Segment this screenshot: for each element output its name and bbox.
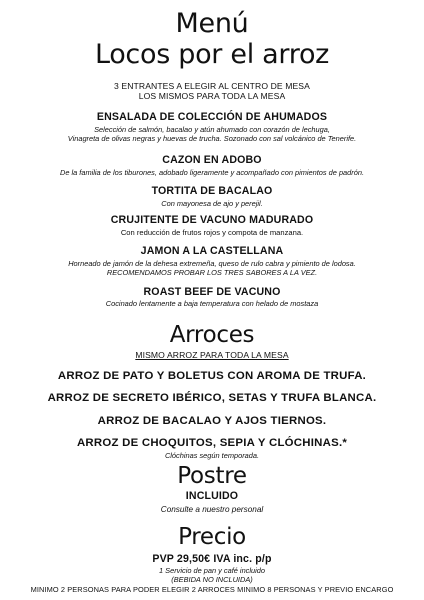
starter-name: ENSALADA DE COLECCIÓN DE AHUMADOS [96,111,328,123]
rice-item: ARROZ DE CHOQUITOS, SEPIA Y CLÓCHINAS.* [76,437,348,449]
menu-subtitle: Locos por el arroz [94,39,330,70]
starter-description: Vinagreta de olivas negras y huevas de trucha. Sozonado con sal volcánico de Tenerife. [67,134,357,143]
drinks-note: (BEBIDA NO INCLUIDA) [171,575,253,584]
starters-instruction: 3 ENTRANTES A ELEGIR AL CENTRO DE MESA [114,81,310,91]
rice-item: ARROZ DE PATO Y BOLETUS CON AROMA DE TRUFA. [57,370,367,382]
postre-title: Postre [177,463,247,489]
arroces-title: Arroces [169,322,255,348]
arroces-note: MISMO ARROZ PARA TODA LA MESA [135,350,289,360]
starters-note: LOS MISMOS PARA TODA LA MESA [138,91,286,101]
starter-name: CAZON EN ADOBO [162,154,262,166]
starter-description: Horneado de jamón de la dehesa extremeña, queso de rulo cabra y pimiento de lodosa. [68,259,356,268]
starter-description: De la familia de los tiburones, adobado ligeramente y acompañado con pimientos de padrón. [59,168,365,177]
price-includes: 1 Servicio de pan y café incluido [159,566,265,575]
starter-name: JAMON A LA CASTELLANA [140,245,284,257]
menu-title: Menú [175,8,249,39]
starter-name: ROAST BEEF DE VACUNO [143,286,281,298]
precio-title: Precio [178,524,246,550]
starter-description: Cocinado lentamente a baja temperatura con helado de mostaza [105,299,319,308]
rice-item: ARROZ DE SECRETO IBÉRICO, SETAS Y TRUFA BLANCA. [47,392,377,404]
rice-footnote: Clóchinas según temporada. [164,451,260,460]
starter-description: Selección de salmón, bacalao y atún ahumado con corazón de lechuga, [94,125,330,134]
starter-recommendation: RECOMENDAMOS PROBAR LOS TRES SABORES A LA VEZ. [106,268,318,277]
starter-description: Con mayonesa de ajo y perejil. [161,199,263,208]
starter-description: Con reducción de frutos rojos y compota de manzana. [120,228,304,237]
starter-name: TORTITA DE BACALAO [151,185,273,197]
postre-included: INCLUIDO [185,490,239,502]
postre-note: Consulte a nuestro personal [160,505,264,514]
price: PVP 29,50€ IVA inc. p/p [152,553,272,565]
rice-item: ARROZ DE BACALAO Y AJOS TIERNOS. [97,415,327,427]
minimum-persons-note: MINIMO 2 PERSONAS PARA PODER ELEGIR 2 ARROCES MINIMO 8 PERSONAS Y PREVIO ENCARGO [30,585,394,594]
starter-name: CRUJITENTE DE VACUNO MADURADO [110,214,314,226]
